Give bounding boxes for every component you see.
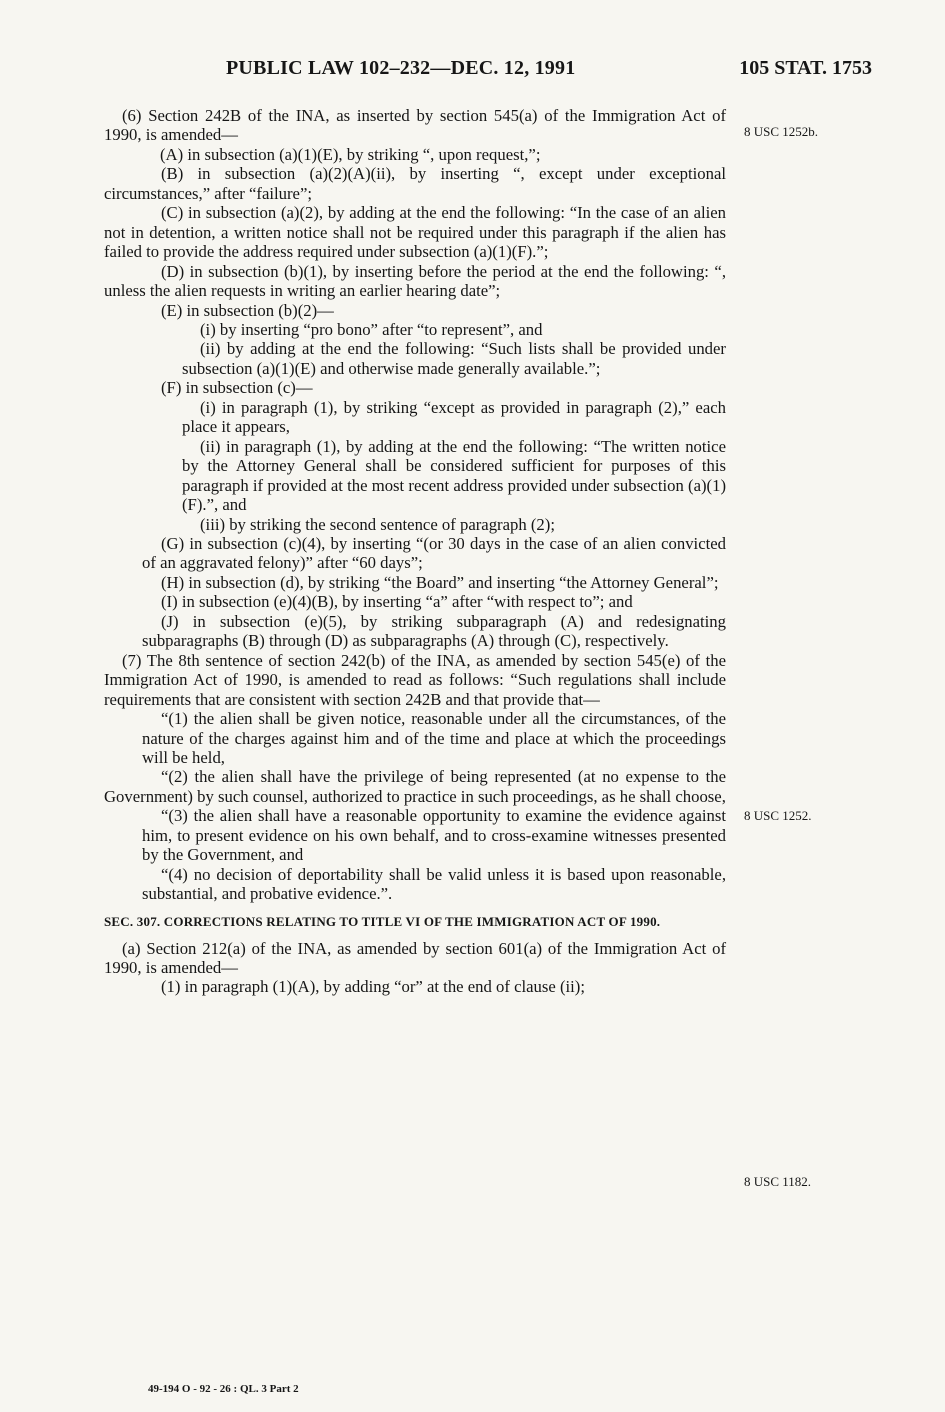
paragraph-6-F-ii: (ii) in paragraph (1), by adding at the end the following: “The written notice by the Attorney General shall be considered sufficient for purposes of this paragraph if provided at the most recent address provided under subsection (a)(1)(F).”, and (182, 436, 726, 515)
paragraph-6-J: (J) in subsection (e)(5), by striking subparagraph (A) and redesignating subparagraphs (B) through (D) as subparagraphs (A) through (C), respectively. (142, 611, 726, 651)
section-307-a-1: (1) in paragraph (1)(A), by adding “or” at the end of clause (ii); (161, 977, 585, 997)
paragraph-6-E: (E) in subsection (b)(2)— (161, 300, 334, 320)
quoted-clause-1: “(1) the alien shall be given notice, reasonable under all the circumstances, of the nature of the charges against him and of the time and place at which the proceedings will be held, (142, 709, 726, 767)
paragraph-6-A: (A) in subsection (a)(1)(E), by striking “, upon request,”; (160, 144, 541, 164)
paragraph-6-F-i: (i) in paragraph (1), by striking “except as provided in paragraph (2),” each place it appears, (182, 397, 726, 437)
section-307-heading: SEC. 307. CORRECTIONS RELATING TO TITLE VI OF THE IMMIGRATION ACT OF 1990. (104, 913, 661, 929)
paragraph-6-D: (D) in subsection (b)(1), by inserting before the period at the end the following: “, unless the alien requests in writing an earlier hearing date”; (104, 261, 726, 301)
paragraph-6-I: (I) in subsection (e)(4)(B), by inserting “a” after “with respect to”; and (161, 592, 633, 612)
margin-note-8-usc-1252b: 8 USC 1252b. (744, 124, 819, 139)
print-job-footer: 49-194 O - 92 - 26 : QL. 3 Part 2 (148, 1383, 299, 1395)
quoted-clause-4: “(4) no decision of deportability shall be valid unless it is based upon reasonable, substantial, and probative evidence.”. (142, 864, 726, 904)
page-header (100, 57, 872, 83)
margin-note-8-usc-1182: 8 USC 1182. (744, 1174, 812, 1189)
paragraph-7: (7) The 8th sentence of section 242(b) of the INA, as amended by section 545(e) of the Immigration Act of 1990, is amended to read as follows: “Such regulations shall include requirements that are consistent with section 242B and that provide that— (104, 650, 726, 709)
paragraph-6-H: (H) in subsection (d), by striking “the Board” and inserting “the Attorney General”; (161, 572, 719, 592)
page-body (104, 106, 726, 997)
header-stat-page: 105 STAT. 1753 (739, 57, 872, 79)
quoted-clause-2: “(2) the alien shall have the privilege of being represented (at no expense to the Government) by such counsel, authorized to practice in such proceedings, as he shall choose, (104, 767, 726, 806)
paragraph-6-C: (C) in subsection (a)(2), by adding at the end the following: “In the case of an alien not in detention, a written notice shall not be required under this paragraph if the alien has failed to provide the address required under subsection (a)(1)(F).”; (104, 203, 726, 262)
paragraph-6: (6) Section 242B of the INA, as inserted by section 545(a) of the Immigration Act of 1990, is amended— (104, 106, 726, 145)
margin-note-8-usc-1252: 8 USC 1252. (744, 808, 812, 823)
paragraph-6-E-i: (i) by inserting “pro bono” after “to represent”, and (200, 319, 543, 339)
paragraph-6-E-ii: (ii) by adding at the end the following: “Such lists shall be provided under subsection (a)(1)(E) and otherwise made generally available.”; (182, 339, 726, 378)
paragraph-6-B: (B) in subsection (a)(2)(A)(ii), by inserting “, except under exceptional circumstances,” after “failure”; (104, 164, 726, 203)
quoted-clause-3: “(3) the alien shall have a reasonable opportunity to examine the evidence against him, to present evidence on his own behalf, and to cross-examine witnesses presented by the Government, and (142, 806, 726, 865)
paragraph-6-F: (F) in subsection (c)— (161, 378, 313, 398)
paragraph-6-F-iii: (iii) by striking the second sentence of paragraph (2); (200, 514, 555, 534)
header-title: PUBLIC LAW 102–232—DEC. 12, 1991 (226, 57, 576, 79)
section-307-a: (a) Section 212(a) of the INA, as amended by section 601(a) of the Immigration Act of 1990, is amended— (104, 938, 726, 978)
paragraph-6-G: (G) in subsection (c)(4), by inserting “(or 30 days in the case of an alien convicted of an aggravated felony)” after “60 days”; (142, 533, 726, 573)
